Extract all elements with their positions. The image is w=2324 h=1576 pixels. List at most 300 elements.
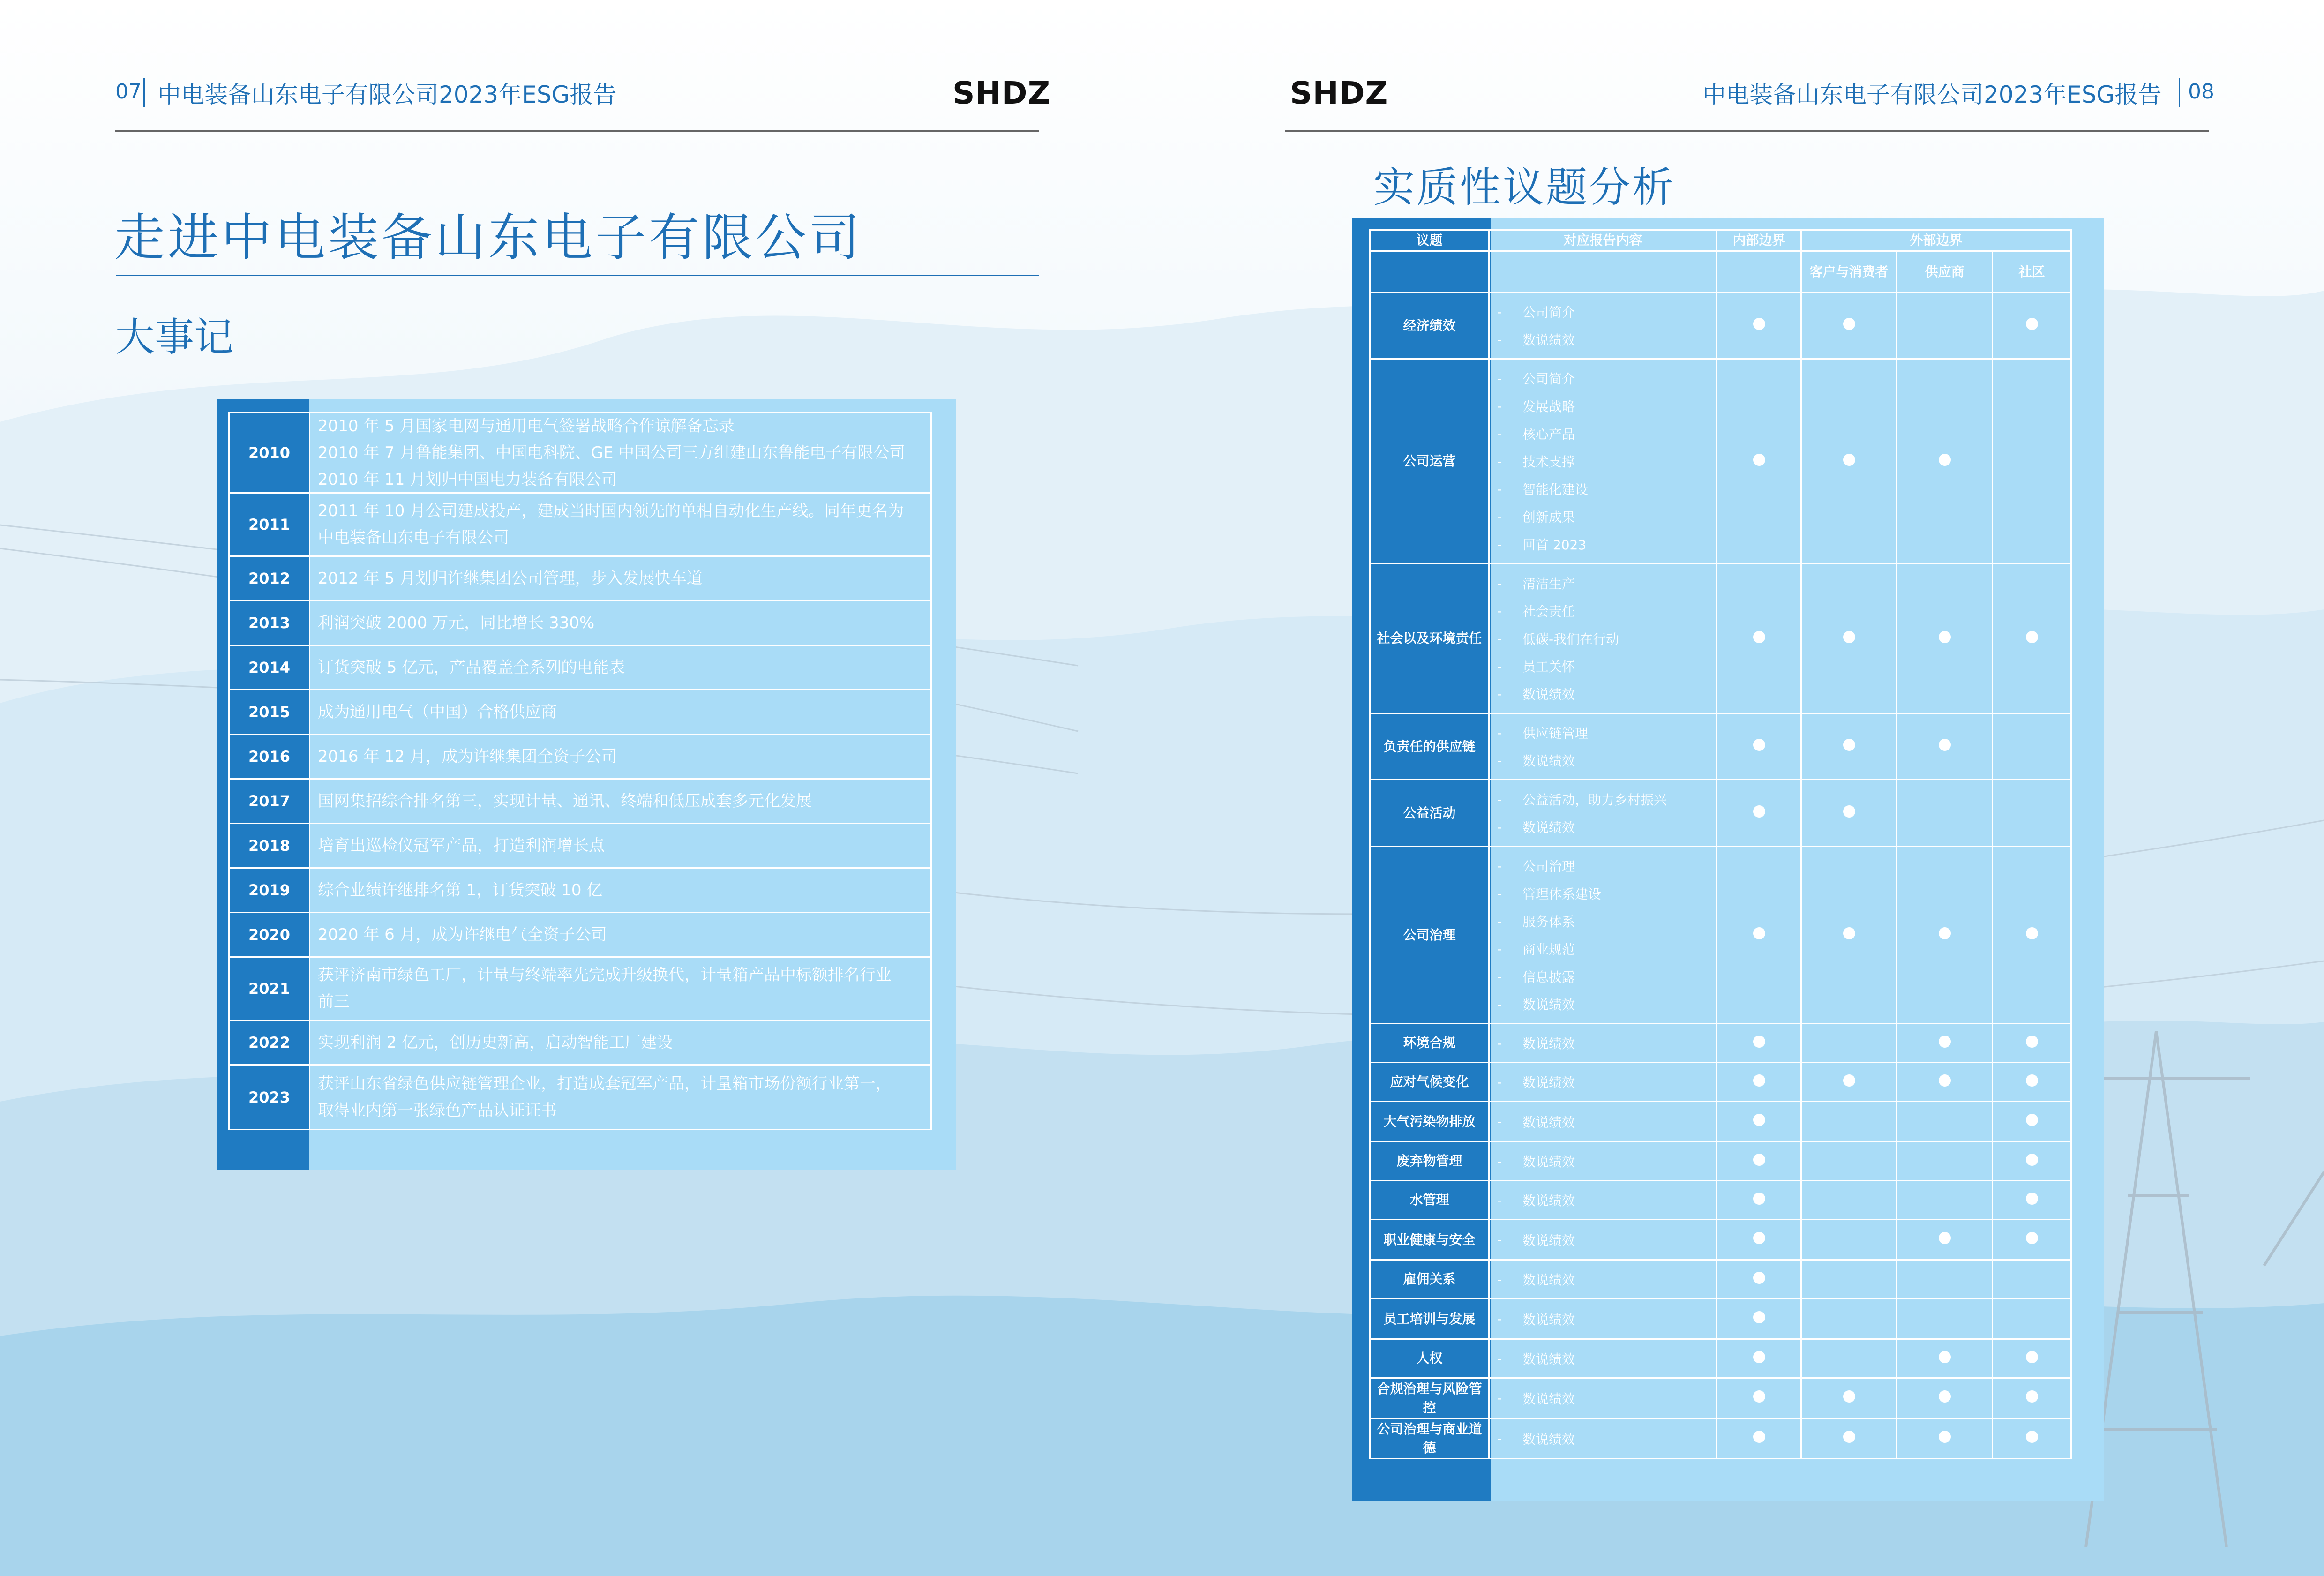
relevance-dot-icon xyxy=(1939,631,1951,643)
milestone-text xyxy=(310,780,930,823)
boundary-cell-customers xyxy=(1801,1378,1897,1418)
shdz-logo-right: SHDZ xyxy=(1290,75,1388,111)
issue-name: 负责任的供应链 xyxy=(1370,713,1489,780)
report-item xyxy=(1490,1305,1716,1333)
report-item-text: 信息披露 xyxy=(1522,969,1575,985)
list-dash: - xyxy=(1497,370,1502,386)
report-content xyxy=(1489,1418,1717,1459)
relevance-dot-icon xyxy=(1843,1390,1855,1403)
header-suppliers: 供应商 xyxy=(1897,251,1993,293)
report-item xyxy=(1490,1226,1716,1253)
milestone-line: 前三 xyxy=(318,992,350,1011)
report-item xyxy=(1490,963,1716,991)
list-dash: - xyxy=(1497,1271,1502,1287)
milestone-row xyxy=(230,494,930,557)
list-dash: - xyxy=(1497,331,1502,347)
report-item-text: 智能化建设 xyxy=(1522,482,1589,497)
report-content xyxy=(1489,1142,1717,1181)
boundary-cell-suppliers xyxy=(1897,1220,1993,1260)
boundary-cell-suppliers xyxy=(1897,1063,1993,1102)
milestone-year: 2023 xyxy=(230,1066,310,1129)
milestone-line: 获评山东省绿色供应链管理企业，打造成套冠军产品，计量箱市场份额行业第一， xyxy=(318,1074,892,1093)
relevance-dot-icon xyxy=(1939,1351,1951,1363)
relevance-dot-icon xyxy=(2026,318,2038,330)
report-item xyxy=(1490,1148,1716,1175)
boundary-cell-suppliers xyxy=(1897,847,1993,1024)
boundary-cell-suppliers xyxy=(1897,1339,1993,1378)
milestone-year: 2016 xyxy=(230,735,310,778)
report-item-text: 数说绩效 xyxy=(1522,753,1575,769)
boundary-cell-community xyxy=(1993,1260,2071,1299)
report-item-text: 数说绩效 xyxy=(1522,687,1575,702)
list-dash: - xyxy=(1497,725,1502,741)
materiality-row xyxy=(1370,1102,2071,1142)
milestone-row xyxy=(230,913,930,958)
relevance-dot-icon xyxy=(2026,1154,2038,1166)
report-item-text: 数说绩效 xyxy=(1522,1312,1575,1328)
milestone-row xyxy=(230,557,930,601)
report-item-text: 公益活动，助力乡村振兴 xyxy=(1522,792,1667,808)
issue-name: 公司治理 xyxy=(1370,847,1489,1024)
boundary-cell-customers xyxy=(1801,564,1897,713)
report-item xyxy=(1490,1266,1716,1293)
header-content: 对应报告内容 xyxy=(1489,230,1717,251)
title-rule xyxy=(116,275,1039,276)
boundary-cell-customers xyxy=(1801,1339,1897,1378)
issue-name: 大气污染物排放 xyxy=(1370,1102,1489,1142)
issue-name: 环境合规 xyxy=(1370,1024,1489,1063)
header-rule xyxy=(115,130,1039,132)
page-number: 07 xyxy=(115,80,142,104)
report-item xyxy=(1490,908,1716,935)
materiality-row xyxy=(1370,1181,2071,1220)
boundary-cell-internal xyxy=(1717,1378,1801,1418)
boundary-cell-customers xyxy=(1801,293,1897,359)
report-content xyxy=(1489,1220,1717,1260)
header-customers: 客户与消费者 xyxy=(1801,251,1897,293)
boundary-cell-customers xyxy=(1801,1260,1897,1299)
boundary-cell-internal xyxy=(1717,1181,1801,1220)
milestone-row xyxy=(230,646,930,690)
milestone-text xyxy=(310,735,930,778)
header-title-right: 中电装备山东电子有限公司2023年ESG报告 xyxy=(1702,81,2162,108)
relevance-dot-icon xyxy=(1753,1232,1765,1244)
header-internal: 内部边界 xyxy=(1717,230,1801,251)
boundary-cell-internal xyxy=(1717,293,1801,359)
boundary-cell-community xyxy=(1993,1181,2071,1220)
report-item xyxy=(1490,1029,1716,1057)
report-item xyxy=(1490,448,1716,475)
report-item xyxy=(1490,570,1716,597)
relevance-dot-icon xyxy=(1843,1431,1855,1443)
relevance-dot-icon xyxy=(2026,1074,2038,1087)
list-dash: - xyxy=(1497,398,1502,414)
relevance-dot-icon xyxy=(1843,454,1855,466)
milestone-line: 实现利润 2 亿元，创历史新高，启动智能工厂建设 xyxy=(318,1033,673,1052)
materiality-row xyxy=(1370,1220,2071,1260)
list-dash: - xyxy=(1497,858,1502,874)
report-item xyxy=(1490,1345,1716,1373)
relevance-dot-icon xyxy=(1753,1311,1765,1323)
report-item-text: 公司简介 xyxy=(1522,305,1575,320)
issue-name: 废弃物管理 xyxy=(1370,1142,1489,1181)
boundary-cell-customers xyxy=(1801,1024,1897,1063)
boundary-cell-community xyxy=(1993,1142,2071,1181)
boundary-cell-suppliers xyxy=(1897,1181,1993,1220)
report-item xyxy=(1490,786,1716,813)
relevance-dot-icon xyxy=(1753,631,1765,643)
milestone-year: 2010 xyxy=(230,413,310,492)
report-item-text: 公司简介 xyxy=(1522,371,1575,387)
list-dash: - xyxy=(1497,1351,1502,1366)
header-title: 中电装备山东电子有限公司2023年ESG报告 xyxy=(157,81,617,108)
relevance-dot-icon xyxy=(1753,927,1765,939)
header-rule-right xyxy=(1285,130,2209,132)
relevance-dot-icon xyxy=(1753,1114,1765,1126)
list-dash: - xyxy=(1497,481,1502,497)
report-item xyxy=(1490,680,1716,708)
boundary-cell-customers xyxy=(1801,1418,1897,1459)
milestone-text xyxy=(310,494,930,555)
report-item-text: 发展战略 xyxy=(1522,399,1575,414)
report-content xyxy=(1489,1102,1717,1142)
boundary-cell-internal xyxy=(1717,1220,1801,1260)
issue-name: 员工培训与发展 xyxy=(1370,1299,1489,1339)
issue-name: 人权 xyxy=(1370,1339,1489,1378)
boundary-cell-community xyxy=(1993,359,2071,564)
report-item-text: 技术支撑 xyxy=(1522,454,1575,470)
materiality-row xyxy=(1370,1378,2071,1418)
header-issue: 议题 xyxy=(1370,230,1489,251)
report-item-text: 员工关怀 xyxy=(1522,659,1575,675)
header-separator-right xyxy=(2179,78,2180,107)
list-dash: - xyxy=(1497,509,1502,525)
report-item-text: 数说绩效 xyxy=(1522,1036,1575,1051)
milestone-row xyxy=(230,413,930,494)
page-title: 走进中电装备山东电子有限公司 xyxy=(114,209,863,267)
boundary-cell-internal xyxy=(1717,1339,1801,1378)
report-item-text: 创新成果 xyxy=(1522,510,1575,525)
relevance-dot-icon xyxy=(2026,1351,2038,1363)
report-item xyxy=(1490,298,1716,326)
list-dash: - xyxy=(1497,752,1502,768)
report-item xyxy=(1490,625,1716,653)
boundary-cell-suppliers xyxy=(1897,359,1993,564)
list-dash: - xyxy=(1497,1390,1502,1406)
milestone-row xyxy=(230,690,930,735)
relevance-dot-icon xyxy=(1753,1074,1765,1087)
boundary-cell-internal xyxy=(1717,1024,1801,1063)
materiality-row xyxy=(1370,1260,2071,1299)
report-item-text: 数说绩效 xyxy=(1522,1232,1575,1248)
relevance-dot-icon xyxy=(1753,1154,1765,1166)
boundary-cell-community xyxy=(1993,1299,2071,1339)
materiality-row xyxy=(1370,293,2071,359)
list-dash: - xyxy=(1497,968,1502,984)
issue-name: 雇佣关系 xyxy=(1370,1260,1489,1299)
report-content xyxy=(1489,847,1717,1024)
list-dash: - xyxy=(1497,536,1502,552)
report-item xyxy=(1490,597,1716,625)
issue-name: 公司治理与商业道德 xyxy=(1370,1418,1489,1459)
milestone-row xyxy=(230,1066,930,1129)
report-item-text: 服务体系 xyxy=(1522,914,1575,930)
milestone-text xyxy=(310,958,930,1020)
milestone-line: 综合业绩许继排名第 1，订货突破 10 亿 xyxy=(318,880,603,900)
report-item-text: 清洁生产 xyxy=(1522,576,1575,592)
milestone-year: 2019 xyxy=(230,869,310,912)
relevance-dot-icon xyxy=(2026,1036,2038,1048)
milestone-text xyxy=(310,601,930,645)
boundary-cell-community xyxy=(1993,1418,2071,1459)
boundary-cell-community xyxy=(1993,1063,2071,1102)
report-item-text: 数说绩效 xyxy=(1522,1391,1575,1407)
relevance-dot-icon xyxy=(1843,805,1855,818)
list-dash: - xyxy=(1497,630,1502,646)
report-item xyxy=(1490,1108,1716,1135)
report-content xyxy=(1489,1063,1717,1102)
milestone-year: 2012 xyxy=(230,557,310,600)
milestone-year: 2013 xyxy=(230,601,310,645)
milestone-line: 中电装备山东电子有限公司 xyxy=(318,528,509,547)
materiality-row xyxy=(1370,1063,2071,1102)
milestone-line: 成为通用电气（中国）合格供应商 xyxy=(318,702,557,721)
report-item-text: 数说绩效 xyxy=(1522,1075,1575,1090)
list-dash: - xyxy=(1497,1074,1502,1090)
relevance-dot-icon xyxy=(1939,1431,1951,1443)
relevance-dot-icon xyxy=(1843,318,1855,330)
materiality-table xyxy=(1369,229,2072,1459)
milestone-year: 2011 xyxy=(230,494,310,555)
report-item-text: 核心产品 xyxy=(1522,427,1575,442)
list-dash: - xyxy=(1497,603,1502,619)
issue-name: 职业健康与安全 xyxy=(1370,1220,1489,1260)
boundary-cell-internal xyxy=(1717,1102,1801,1142)
materiality-row xyxy=(1370,1418,2071,1459)
materiality-panel xyxy=(1352,218,2104,1501)
boundary-cell-internal xyxy=(1717,1299,1801,1339)
materiality-row xyxy=(1370,713,2071,780)
report-item xyxy=(1490,935,1716,963)
boundary-cell-suppliers xyxy=(1897,1418,1993,1459)
list-dash: - xyxy=(1497,426,1502,442)
report-content xyxy=(1489,780,1717,847)
boundary-cell-internal xyxy=(1717,847,1801,1024)
header-community: 社区 xyxy=(1993,251,2071,293)
milestone-row xyxy=(230,869,930,913)
report-item xyxy=(1490,1186,1716,1214)
report-content xyxy=(1489,359,1717,564)
report-item xyxy=(1490,719,1716,747)
list-dash: - xyxy=(1497,575,1502,591)
report-item-text: 低碳-我们在行动 xyxy=(1522,631,1619,647)
report-item xyxy=(1490,747,1716,774)
materiality-row xyxy=(1370,780,2071,847)
issue-name: 公益活动 xyxy=(1370,780,1489,847)
issue-name: 社会以及环境责任 xyxy=(1370,564,1489,713)
header-blank-internal xyxy=(1717,251,1801,293)
boundary-cell-internal xyxy=(1717,713,1801,780)
boundary-cell-customers xyxy=(1801,1102,1897,1142)
report-content xyxy=(1489,713,1717,780)
relevance-dot-icon xyxy=(1939,927,1951,939)
report-content xyxy=(1489,1260,1717,1299)
milestone-text xyxy=(310,869,930,912)
boundary-cell-community xyxy=(1993,1102,2071,1142)
header-blank-issue xyxy=(1370,251,1489,293)
shdz-logo: SHDZ xyxy=(952,75,1051,111)
report-item-text: 管理体系建设 xyxy=(1522,886,1602,902)
list-dash: - xyxy=(1497,304,1502,320)
milestone-line: 2016 年 12 月，成为许继集团全资子公司 xyxy=(318,747,617,766)
page-title-right: 实质性议题分析 xyxy=(1373,163,1676,211)
boundary-cell-suppliers xyxy=(1897,1142,1993,1181)
header-external: 外部边界 xyxy=(1801,230,2071,251)
header-blank-content xyxy=(1489,251,1717,293)
page-number-right: 08 xyxy=(2188,80,2214,104)
list-dash: - xyxy=(1497,1232,1502,1247)
report-item xyxy=(1490,653,1716,680)
relevance-dot-icon xyxy=(2026,631,2038,643)
report-item-text: 回首 2023 xyxy=(1522,537,1587,553)
boundary-cell-internal xyxy=(1717,359,1801,564)
boundary-cell-community xyxy=(1993,293,2071,359)
boundary-cell-suppliers xyxy=(1897,1024,1993,1063)
materiality-row xyxy=(1370,1142,2071,1181)
milestones-panel xyxy=(217,399,956,1170)
report-item xyxy=(1490,503,1716,531)
report-item-text: 供应链管理 xyxy=(1522,726,1589,741)
list-dash: - xyxy=(1497,1192,1502,1208)
report-item-text: 数说绩效 xyxy=(1522,1351,1575,1367)
relevance-dot-icon xyxy=(1753,1272,1765,1284)
relevance-dot-icon xyxy=(2026,1193,2038,1205)
milestone-text xyxy=(310,1021,930,1064)
boundary-cell-customers xyxy=(1801,1299,1897,1339)
relevance-dot-icon xyxy=(1939,1232,1951,1244)
boundary-cell-customers xyxy=(1801,1063,1897,1102)
report-item xyxy=(1490,1068,1716,1096)
relevance-dot-icon xyxy=(1843,739,1855,751)
report-content xyxy=(1489,1378,1717,1418)
boundary-cell-customers xyxy=(1801,780,1897,847)
milestone-text xyxy=(310,646,930,689)
boundary-cell-customers xyxy=(1801,713,1897,780)
report-content xyxy=(1489,1299,1717,1339)
boundary-cell-community xyxy=(1993,847,2071,1024)
relevance-dot-icon xyxy=(1939,739,1951,751)
milestone-line: 2012 年 5 月划归许继集团公司管理，步入发展快车道 xyxy=(318,569,703,588)
report-content xyxy=(1489,1024,1717,1063)
milestone-line: 2011 年 10 月公司建成投产，建成当时国内领先的单相自动化生产线。同年更名为 xyxy=(318,502,904,520)
report-item xyxy=(1490,475,1716,503)
list-dash: - xyxy=(1497,686,1502,702)
milestone-text xyxy=(310,824,930,867)
report-content xyxy=(1489,1339,1717,1378)
report-item-text: 数说绩效 xyxy=(1522,332,1575,348)
boundary-cell-suppliers xyxy=(1897,1102,1993,1142)
milestone-text xyxy=(310,913,930,956)
list-dash: - xyxy=(1497,913,1502,929)
report-item xyxy=(1490,420,1716,448)
milestone-row xyxy=(230,601,930,646)
report-item-text: 数说绩效 xyxy=(1522,997,1575,1013)
relevance-dot-icon xyxy=(2026,1431,2038,1443)
section-title: 大事记 xyxy=(115,314,234,360)
milestone-line: 2010 年 7 月鲁能集团、中国电科院、GE 中国公司三方组建山东鲁能电子有限公司 xyxy=(318,443,906,462)
materiality-row xyxy=(1370,1299,2071,1339)
relevance-dot-icon xyxy=(1843,631,1855,643)
boundary-cell-internal xyxy=(1717,1063,1801,1102)
boundary-cell-suppliers xyxy=(1897,780,1993,847)
milestone-year: 2018 xyxy=(230,824,310,867)
issue-name: 公司运营 xyxy=(1370,359,1489,564)
milestone-text xyxy=(310,413,930,492)
boundary-cell-suppliers xyxy=(1897,564,1993,713)
materiality-row xyxy=(1370,1024,2071,1063)
relevance-dot-icon xyxy=(1753,739,1765,751)
list-dash: - xyxy=(1497,1431,1502,1446)
relevance-dot-icon xyxy=(2026,1232,2038,1244)
list-dash: - xyxy=(1497,791,1502,807)
milestone-text xyxy=(310,690,930,734)
report-item xyxy=(1490,365,1716,392)
boundary-cell-customers xyxy=(1801,359,1897,564)
milestone-line: 取得业内第一张绿色产品认证证书 xyxy=(318,1101,557,1120)
materiality-row xyxy=(1370,1339,2071,1378)
relevance-dot-icon xyxy=(1753,318,1765,330)
relevance-dot-icon xyxy=(1753,1351,1765,1363)
boundary-cell-internal xyxy=(1717,780,1801,847)
issue-name: 合规治理与风险管控 xyxy=(1370,1378,1489,1418)
report-item xyxy=(1490,326,1716,353)
header-separator xyxy=(143,78,145,107)
materiality-row xyxy=(1370,359,2071,564)
milestone-row xyxy=(230,735,930,780)
report-item-text: 数说绩效 xyxy=(1522,1431,1575,1447)
boundary-cell-customers xyxy=(1801,1181,1897,1220)
boundary-cell-community xyxy=(1993,1220,2071,1260)
milestone-year: 2020 xyxy=(230,913,310,956)
list-dash: - xyxy=(1497,1153,1502,1169)
milestone-text xyxy=(310,1066,930,1129)
boundary-cell-suppliers xyxy=(1897,293,1993,359)
relevance-dot-icon xyxy=(1753,805,1765,818)
list-dash: - xyxy=(1497,1114,1502,1129)
relevance-dot-icon xyxy=(1753,1390,1765,1403)
boundary-cell-internal xyxy=(1717,1142,1801,1181)
report-item xyxy=(1490,1425,1716,1452)
milestone-text xyxy=(310,557,930,600)
list-dash: - xyxy=(1497,453,1502,469)
report-content xyxy=(1489,1181,1717,1220)
milestone-year: 2022 xyxy=(230,1021,310,1064)
report-item xyxy=(1490,852,1716,880)
report-item xyxy=(1490,392,1716,420)
report-item-text: 数说绩效 xyxy=(1522,1114,1575,1130)
materiality-row xyxy=(1370,564,2071,713)
boundary-cell-suppliers xyxy=(1897,1260,1993,1299)
boundary-cell-customers xyxy=(1801,847,1897,1024)
relevance-dot-icon xyxy=(1843,927,1855,939)
report-item-text: 商业规范 xyxy=(1522,942,1575,957)
relevance-dot-icon xyxy=(1753,1431,1765,1443)
list-dash: - xyxy=(1497,1035,1502,1051)
boundary-cell-community xyxy=(1993,780,2071,847)
relevance-dot-icon xyxy=(2026,927,2038,939)
report-item-text: 数说绩效 xyxy=(1522,820,1575,835)
issue-name: 经济绩效 xyxy=(1370,293,1489,359)
